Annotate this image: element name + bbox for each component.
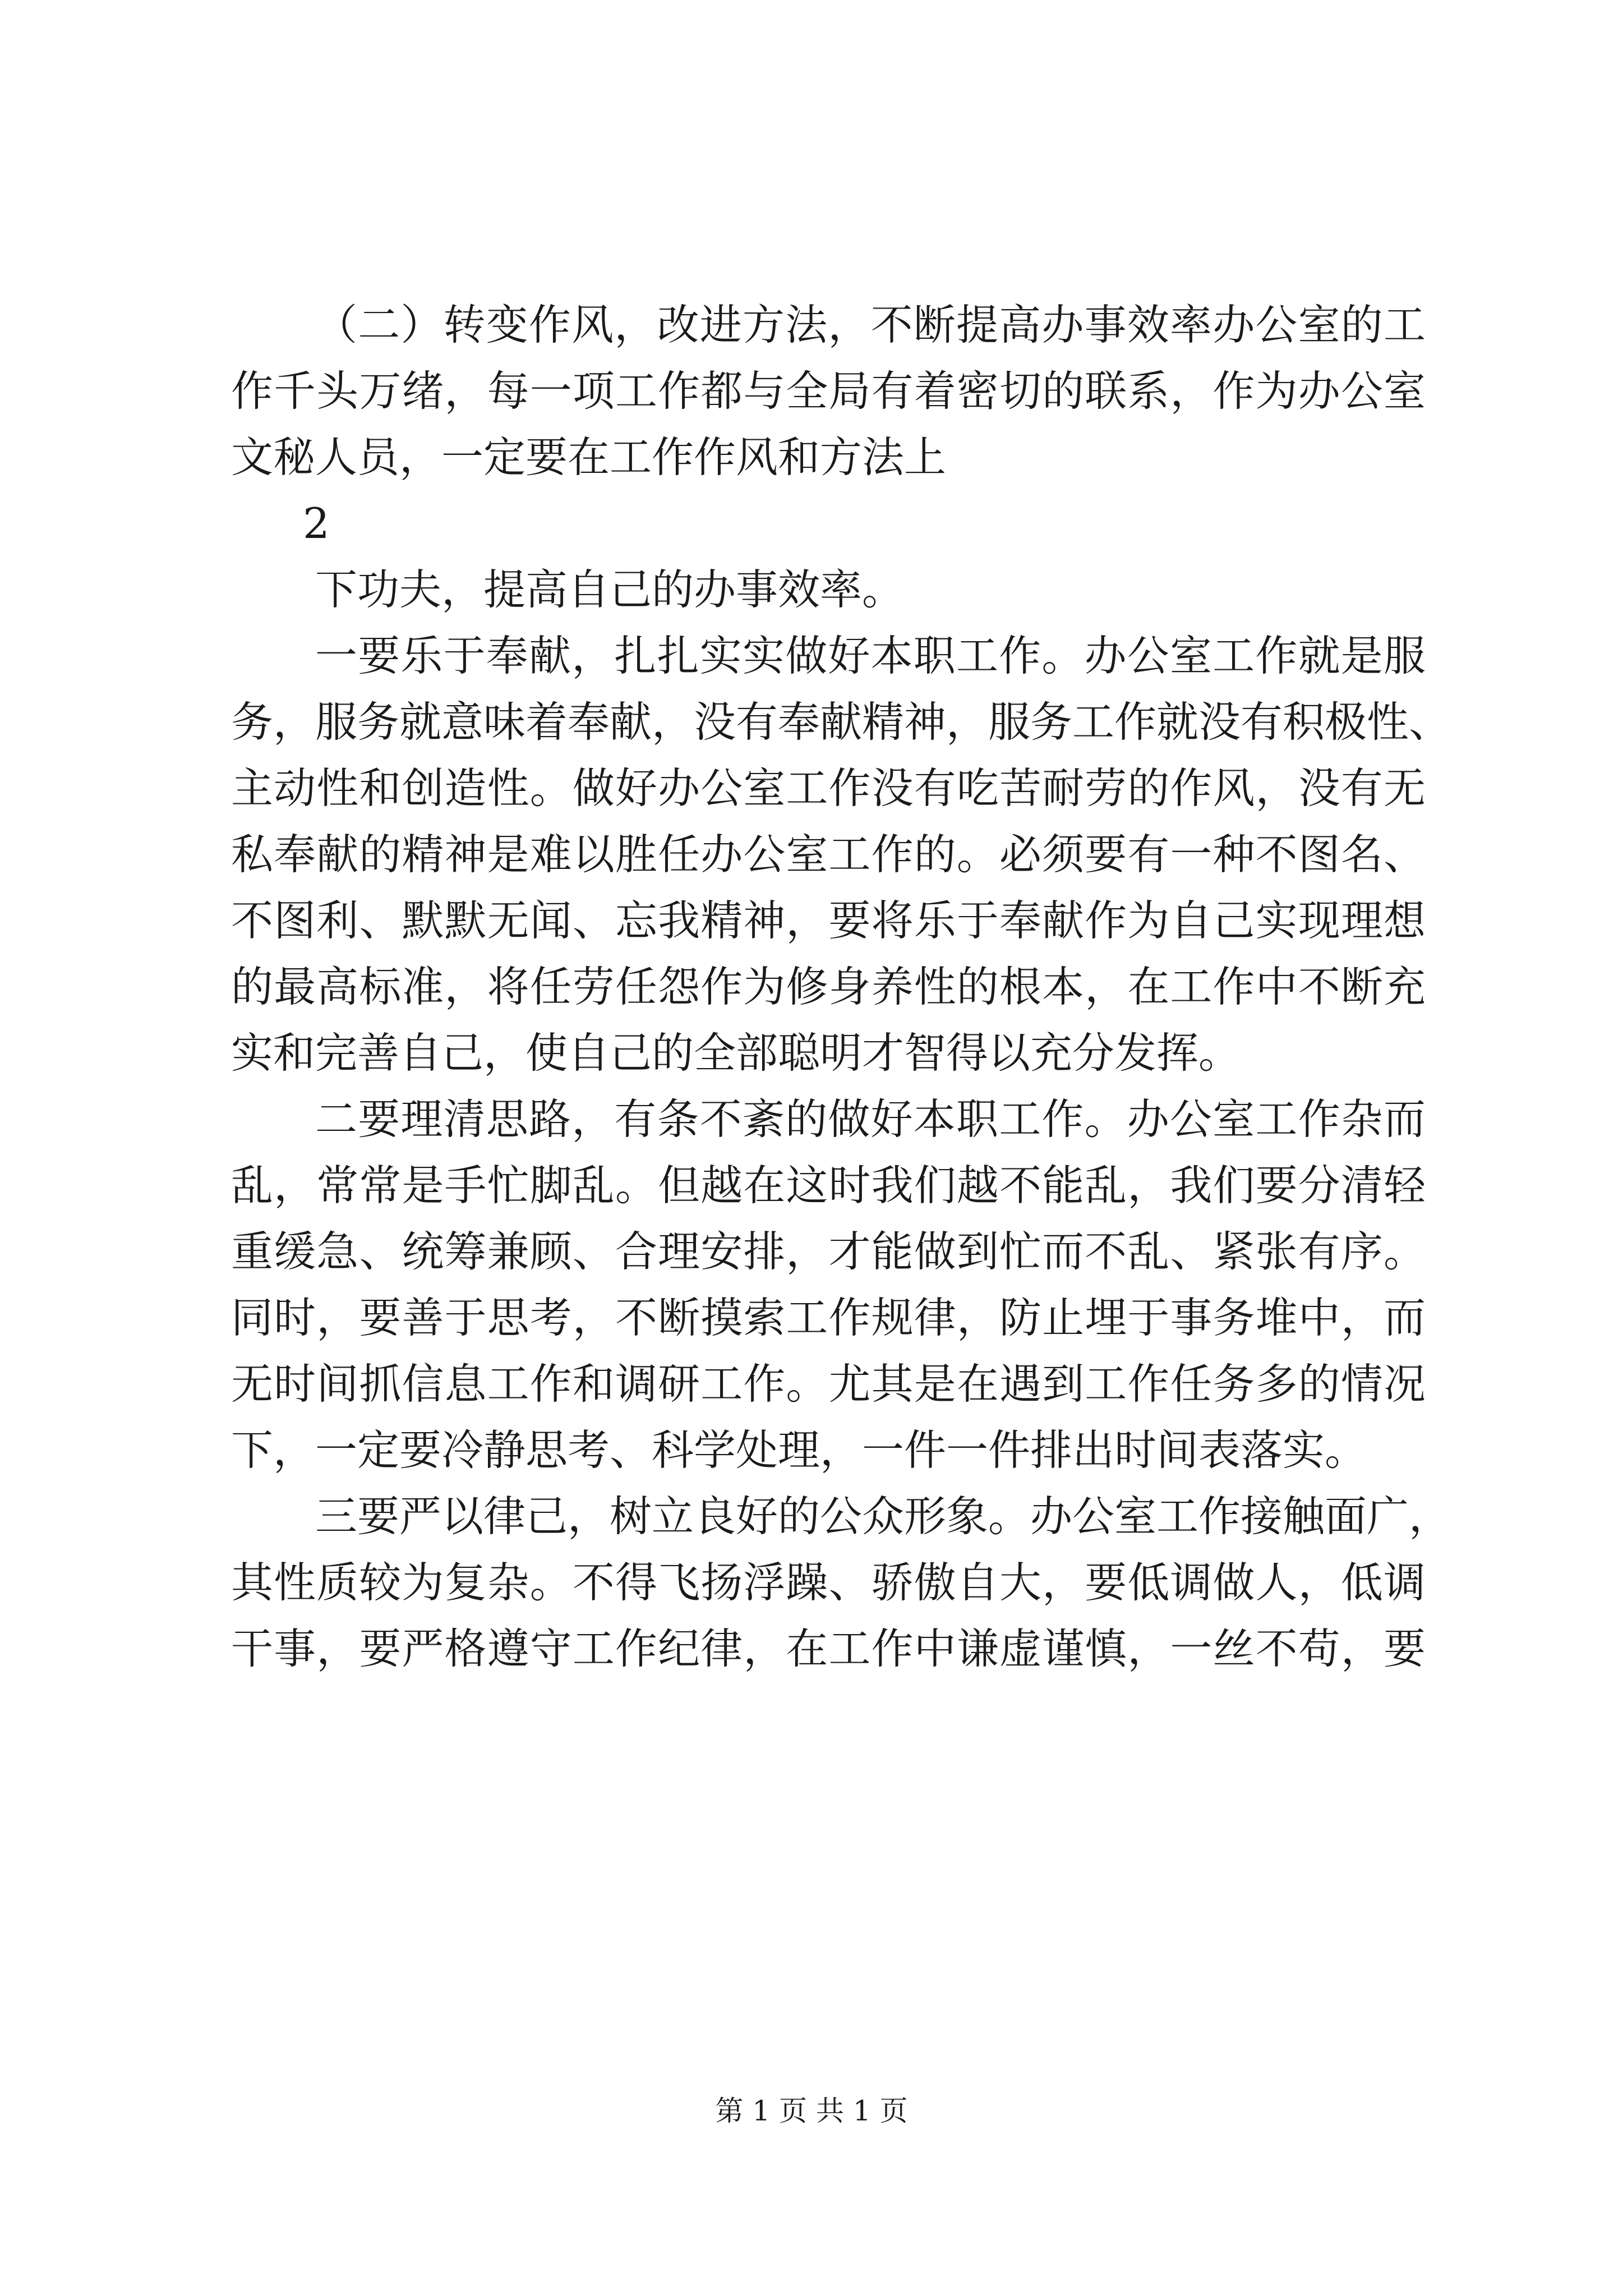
paragraph-line: 作千头万绪，每一项工作都与全局有着密切的联系，作为办公室	[231, 366, 1426, 416]
paragraph-line: 的最高标准，将任劳任怨作为修身养性的根本，在工作中不断充	[231, 962, 1426, 1011]
page-footer: 第 1 页 共 1 页	[715, 2095, 908, 2127]
paragraph-line: 三要严以律己，树立良好的公众形象。办公室工作接触面广，	[315, 1492, 1451, 1541]
paragraph-line: 乱，常常是手忙脚乱。但越在这时我们越不能乱，我们要分清轻	[231, 1161, 1426, 1210]
paragraph-line: 其性质较为复杂。不得飞扬浮躁、骄傲自大，要低调做人，低调	[231, 1558, 1426, 1607]
paragraph-line: 重缓急、统筹兼顾、合理安排，才能做到忙而不乱、紧张有序。	[231, 1227, 1426, 1276]
paragraph-line: 文秘人员，一定要在工作作风和方法上	[231, 432, 947, 482]
paragraph-line: 不图利、默默无闻、忘我精神，要将乐于奉献作为自己实现理想	[231, 896, 1426, 945]
paragraph-line: 同时，要善于思考，不断摸索工作规律，防止埋于事务堆中，而	[231, 1293, 1426, 1342]
paragraph-line: 一要乐于奉献，扎扎实实做好本职工作。办公室工作就是服	[315, 631, 1426, 680]
paragraph-line: 主动性和创造性。做好办公室工作没有吃苦耐劳的作风，没有无	[231, 763, 1426, 813]
paragraph-line: 实和完善自己，使自己的全部聪明才智得以充分发挥。	[231, 1028, 1241, 1078]
paragraph-line: 私奉献的精神是难以胜任办公室工作的。必须要有一种不图名、	[231, 830, 1426, 879]
paragraph-line: 务，服务就意味着奉献，没有奉献精神，服务工作就没有积极性、	[231, 697, 1451, 747]
document-body	[231, 292, 1451, 1682]
inline-page-number: 2	[303, 499, 330, 548]
paragraph-line: 下，一定要冷静思考、科学处理，一件一件排出时间表落实。	[231, 1425, 1367, 1475]
paragraph-line: 无时间抓信息工作和调研工作。尤其是在遇到工作任务多的情况	[231, 1359, 1426, 1409]
paragraph-line: 干事，要严格遵守工作纪律，在工作中谦虚谨慎，一丝不苟，要	[231, 1624, 1426, 1673]
paragraph-line: （二）转变作风，改进方法，不断提高办事效率办公室的工	[315, 300, 1426, 349]
paragraph-line: 二要理清思路，有条不紊的做好本职工作。办公室工作杂而	[315, 1094, 1426, 1144]
paragraph-line: 下功夫，提高自己的办事效率。	[315, 565, 905, 614]
